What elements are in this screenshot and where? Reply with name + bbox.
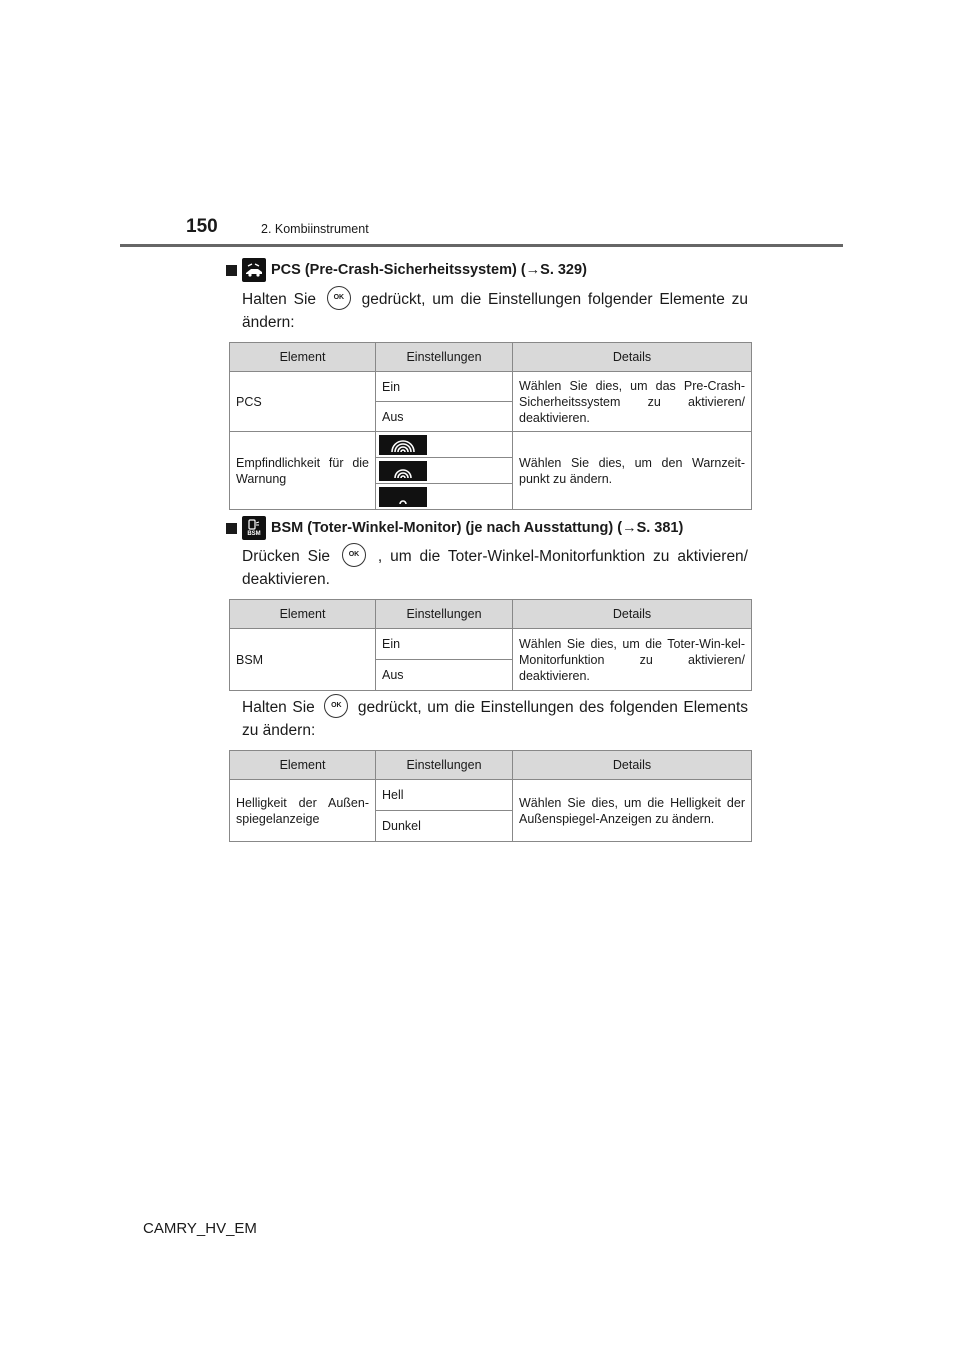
pcs-section-heading (226, 258, 587, 282)
ok-button-icon: OK (324, 694, 348, 718)
column-header: Element (230, 343, 376, 372)
table-row (230, 432, 752, 458)
setting-cell: Aus (376, 402, 513, 432)
bsm-instruction-2 (242, 696, 748, 742)
bsm-section-title: BSM (Toter-Winkel-Monitor) (je nach Ausstattung) (→S. 381) (271, 520, 684, 536)
column-header: Element (230, 600, 376, 629)
pcs-instruction (242, 288, 748, 334)
pcs-instruction-after: gedrückt, um die Einstellungen folgender Elemente zu ändern: (242, 291, 748, 331)
table-row (230, 780, 752, 811)
sensitivity-low-icon (379, 487, 427, 507)
bsm-section-heading (226, 516, 683, 540)
setting-cell: Hell (376, 780, 513, 811)
pcs-instruction-before: Halten Sie (242, 291, 317, 309)
bsm-settings-table (229, 599, 752, 691)
column-header: Einstellungen (376, 751, 513, 780)
column-header: Einstellungen (376, 343, 513, 372)
section-bullet (226, 265, 237, 276)
pcs-settings-table (229, 342, 752, 510)
section-bullet (226, 523, 237, 534)
element-cell: PCS (230, 372, 376, 432)
table-header-row (230, 751, 752, 780)
bsm-instruction (242, 545, 748, 591)
bsm-icon (242, 516, 266, 540)
pcs-section-title: PCS (Pre-Crash-Sicherheitssystem) (→S. 329) (271, 262, 587, 278)
details-cell: Wählen Sie dies, um das Pre-Crash-Sicherheitssystem zu aktivieren/ deaktivieren. (513, 372, 752, 432)
setting-cell: Ein (376, 629, 513, 660)
element-cell: Helligkeit der Außen-spiegelanzeige (230, 780, 376, 842)
details-cell: Wählen Sie dies, um die Helligkeit der Außenspiegel-Anzeigen zu ändern. (513, 780, 752, 842)
details-cell: Wählen Sie dies, um die Toter-Win-kel-Monitorfunktion zu aktivieren/ deaktivieren. (513, 629, 752, 691)
column-header: Details (513, 600, 752, 629)
bsm-instruction2-after: gedrückt, um die Einstellungen des folgenden Elements zu ändern: (242, 699, 749, 739)
setting-cell (376, 484, 513, 510)
column-header: Einstellungen (376, 600, 513, 629)
column-header: Details (513, 751, 752, 780)
bsm-instruction2-before: Halten Sie (242, 699, 315, 717)
column-header: Element (230, 751, 376, 780)
bsm-instruction-after: , um die Toter-Winkel-Monitorfunktion zu aktivieren/ deaktivieren. (242, 548, 748, 588)
element-cell: BSM (230, 629, 376, 691)
pcs-icon (242, 258, 266, 282)
setting-cell (376, 458, 513, 484)
bsm-icon-text: BSM (247, 530, 261, 537)
bsm-instruction-before: Drücken Sie (242, 548, 331, 566)
table-header-row (230, 343, 752, 372)
model-code: CAMRY_HV_EM (143, 1220, 257, 1237)
ok-button-icon: OK (327, 286, 351, 310)
setting-cell: Ein (376, 372, 513, 402)
table-row (230, 629, 752, 660)
mirror-brightness-table (229, 750, 752, 842)
sensitivity-high-icon (379, 435, 427, 455)
setting-cell: Aus (376, 660, 513, 691)
page-number: 150 (186, 216, 218, 237)
setting-cell (376, 432, 513, 458)
sensitivity-medium-icon (379, 461, 427, 481)
setting-cell: Dunkel (376, 811, 513, 842)
table-row (230, 372, 752, 402)
column-header: Details (513, 343, 752, 372)
ok-button-icon: OK (342, 543, 366, 567)
table-header-row (230, 600, 752, 629)
header-rule (120, 244, 843, 247)
element-cell: Empfindlichkeit für die Warnung (230, 432, 376, 510)
chapter-title: 2. Kombiinstrument (261, 222, 369, 236)
details-cell: Wählen Sie dies, um den Warnzeit-punkt zu ändern. (513, 432, 752, 510)
